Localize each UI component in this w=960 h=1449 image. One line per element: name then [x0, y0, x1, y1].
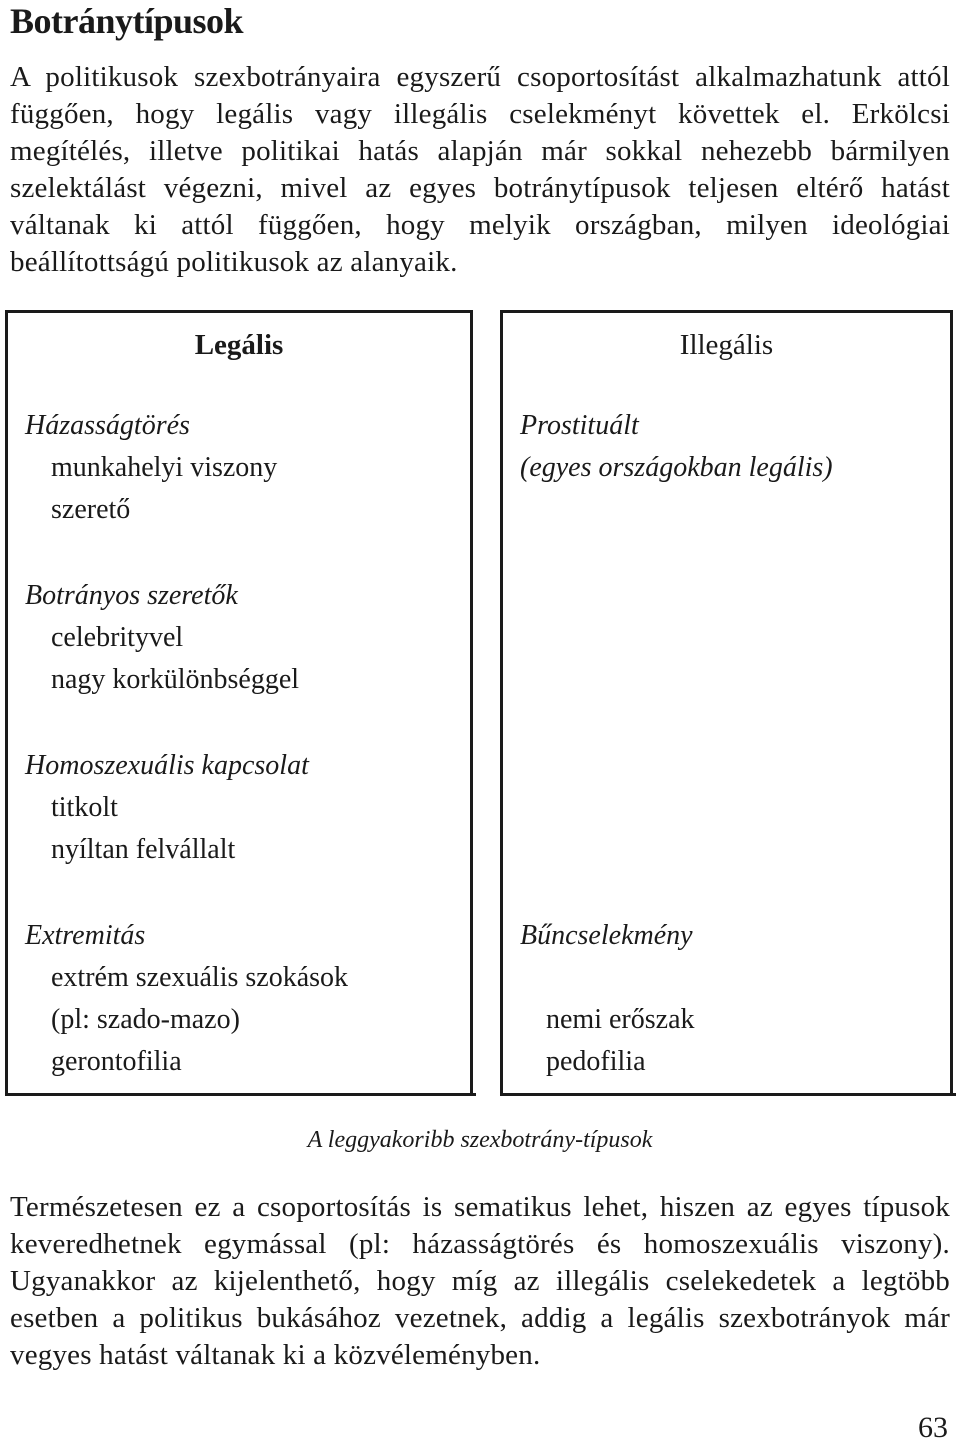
legal-group-lovers	[25, 575, 299, 701]
illegal-title: Illegális	[679, 329, 774, 361]
legal-item: titkolt	[51, 792, 118, 823]
legal-item: celebrityvel	[51, 622, 184, 653]
legal-item: nagy korkülönbséggel	[51, 664, 300, 695]
page-number: 63	[918, 1411, 948, 1444]
legal-category: Botrányos szeretők	[25, 580, 238, 611]
legal-category: Házasságtörés	[25, 410, 190, 441]
illegal-category: Bűncselekmény	[520, 920, 693, 951]
legal-group-adultery	[25, 405, 277, 531]
illegal-group-crime	[520, 915, 695, 1083]
illegal-box	[500, 310, 953, 1096]
legal-category: Extremitás	[25, 920, 146, 951]
legal-group-extremity	[25, 915, 348, 1083]
illegal-item: pedofilia	[546, 1046, 646, 1077]
legal-item: nyíltan felvállalt	[51, 834, 236, 865]
legal-item: (pl: szado-mazo)	[51, 1004, 240, 1035]
intro-paragraph: A politikusok szexbotrányaira egyszerű csoportosítást alkalmazhatunk attól függően, hogy legális vagy illegális cselekményt követtek el. Erkölcsi megítélés, illetve politikai hatás alapján már sokkal nehezebb bármilyen szelektálást végezni, mivel az egyes botránytípusok teljesen eltérő hatást váltanak ki attól függően, hogy melyik országban, milyen ideológiai beállítottságú politikusok az alanyaik.	[10, 61, 950, 278]
illegal-item: nemi erőszak	[546, 1004, 695, 1035]
legal-box	[5, 310, 473, 1096]
legal-item: munkahelyi viszony	[51, 452, 278, 483]
illegal-category: Prostituált	[520, 410, 639, 441]
legal-title: Legális	[194, 329, 284, 361]
spacer	[520, 957, 695, 999]
section-heading: Botránytípusok	[10, 1, 244, 41]
legal-item: extrém szexuális szokások	[51, 962, 349, 993]
legal-item: gerontofilia	[51, 1046, 182, 1077]
outro-paragraph: Természetesen ez a csoportosítás is sematikus lehet, hiszen az egyes típusok keveredhetnek egymással (pl: házasságtörés és homoszexuális viszony). Ugyanakkor az kijelenthető, hogy míg az illegális cselekedetek a legtöbb esetben a politikus bukásához vezetnek, addig a legális szexbotrányok már vegyes hatást váltanak ki a közvéleményben.	[10, 1191, 950, 1371]
table-caption: A leggyakoribb szexbotrány-típusok	[307, 1127, 653, 1153]
illegal-note: (egyes országokban legális)	[520, 452, 833, 483]
illegal-group-prostitute	[520, 405, 833, 489]
legal-category: Homoszexuális kapcsolat	[25, 750, 309, 781]
legal-group-homosexual	[25, 745, 309, 871]
legal-item: szerető	[51, 494, 131, 525]
